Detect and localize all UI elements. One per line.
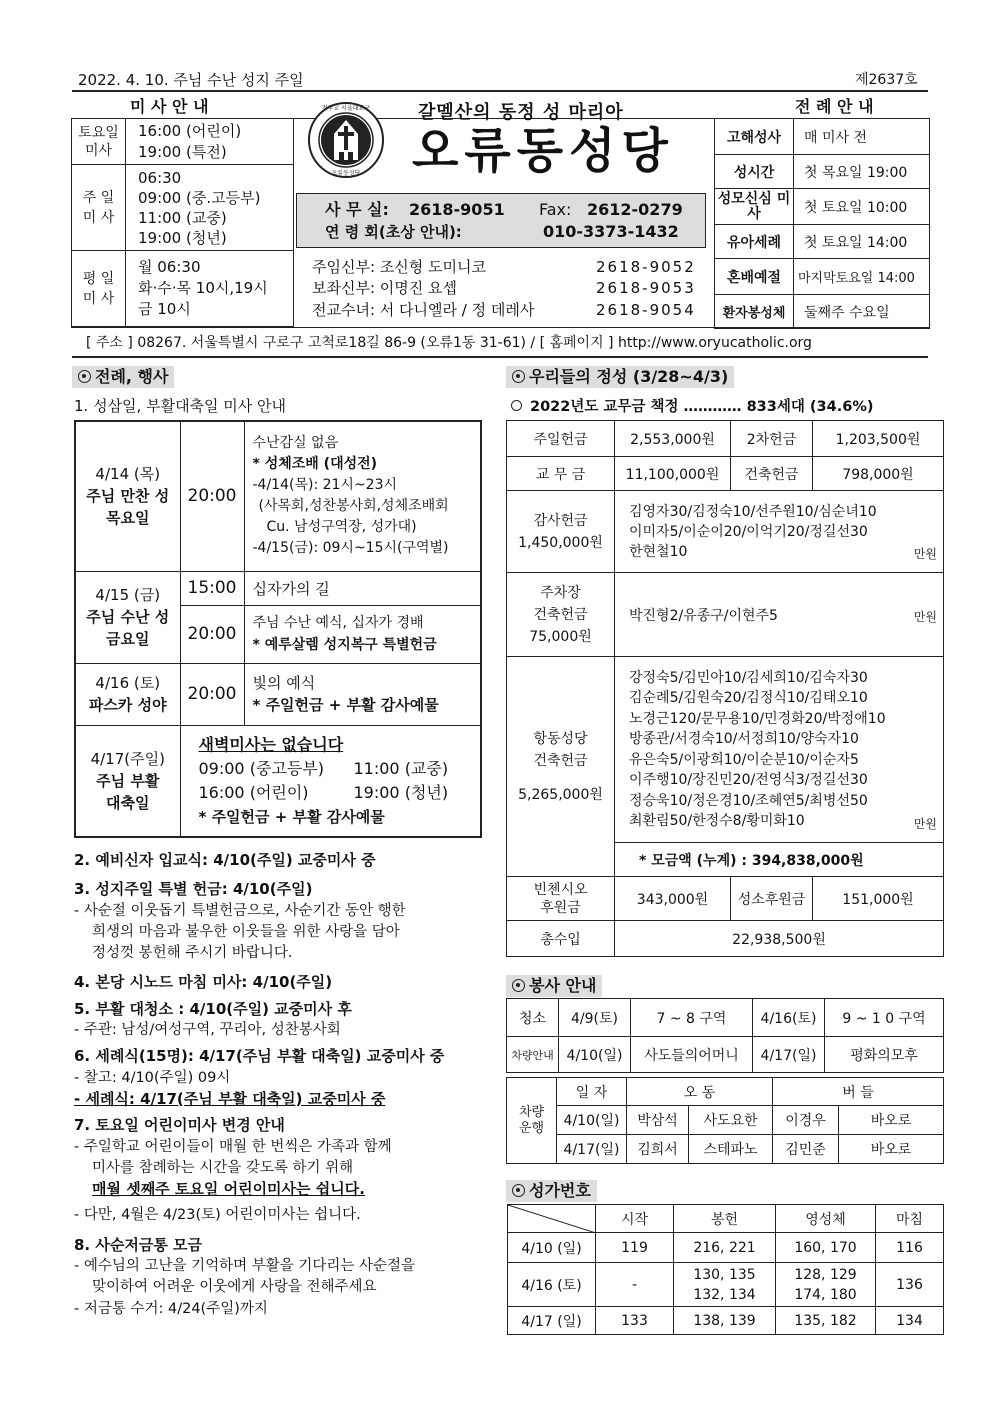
holy-week-table (74, 420, 482, 838)
office-contact-box (296, 193, 706, 248)
easter-sunday-cell: 4/17(주일) 주님 부활 대축일 (75, 725, 180, 837)
notice-detail: - 사순절 이웃돕기 특별헌금으로, 사순기간 동안 행한 (74, 902, 406, 919)
cleaning-date: 4/16(토) (753, 999, 825, 1037)
council-label: 연 령 회(초상 안내): (325, 223, 462, 241)
mass-times: 06:30 09:00 (중.고등부) 11:00 (교중) 19:00 (청년) (126, 165, 294, 251)
liturgy-name: 성시간 (715, 155, 794, 189)
total-amount: 22,938,500원 (615, 921, 944, 957)
parish-name: 오류동성당 (412, 123, 674, 179)
notice-list (74, 850, 444, 1320)
hymn-communion: 135, 182 (776, 1307, 876, 1335)
hymn-offertory: 130, 135 132, 134 (674, 1263, 776, 1307)
council-phone: 010-3373-1432 (543, 222, 679, 241)
liturgy-title: 전 례 안 내 (795, 97, 874, 116)
vehicle-driver-name: 스테파노 (689, 1135, 773, 1164)
hymn-table (507, 1204, 944, 1335)
easter-vigil-cell: 4/16 (토) 파스카 성야 (75, 663, 180, 725)
liturgy-value: 첫 토요일 14:00 (794, 225, 930, 259)
notice-item: 3. 성지주일 특별 헌금: 4/10(주일) (74, 880, 313, 899)
notice-item: 8. 사순저금통 모금 (74, 1235, 203, 1254)
notice-detail: - 저금통 수거: 4/24(주일)까지 (74, 1300, 268, 1317)
hymn-date: 4/17 (일) (508, 1307, 596, 1335)
hymn-header: 시작 (596, 1205, 674, 1233)
item1-title: 1. 성삼일, 부활대축일 미사 안내 (74, 397, 287, 415)
hangdong-fund-names: 강정숙5/김민아10/김세희10/김숙자30 김순례5/김원숙20/김정식10/김태오10 노경근120/문무용10/민경화20/박정애10 방종관/서경숙10/서정희10/양숙자10 유은숙5/이광희10/이순분10/이순자5 이주행10/장진민20/전영식3/정길선30 정승욱10/정은경10/조혜연5/최병선50 최환림50/한정수8/황미화10 만원 (615, 657, 944, 843)
offering-label: 교 무 금 (507, 457, 615, 491)
bulletin-date: 2022. 4. 10. 주님 수난 성지 주일 (78, 71, 304, 89)
vehicle-driver: 박삼석 (627, 1106, 689, 1135)
bullet-icon (512, 979, 525, 992)
hymn-end: 136 (876, 1263, 944, 1307)
mass-table (71, 118, 294, 327)
office-phone: 2618-9051 (409, 200, 505, 219)
vehicle-table (506, 1077, 944, 1164)
holy-thursday-events: 수난감실 없음 * 성체조배 (대성전) -4/14(목): 21시~23시 (사목회,성찬봉사회,성체조배회 Cu. 남성구역장, 성가대) -4/15(금): 09시~15시(구역별) (244, 421, 481, 571)
vehicle-driver-name: 사도요한 (689, 1106, 773, 1135)
vehicle-driver-name: 바오로 (839, 1135, 944, 1164)
section-liturgy-events: 전례, 행사 (72, 366, 174, 388)
easter-vigil-events: 빛의 예식 * 주일헌금 + 부활 감사예물 (244, 663, 481, 725)
parish-seal-logo (306, 100, 386, 180)
vehicle-driver: 이경우 (773, 1106, 839, 1135)
hymn-end: 134 (876, 1307, 944, 1335)
parking-fund-label: 주차장 건축헌금 75,000원 (507, 573, 615, 657)
svg-text:오류동성당: 오류동성당 (331, 170, 361, 177)
liturgy-value: 마지막토요일 14:00 (794, 259, 930, 295)
thanks-offering-names: 김영자30/김정숙10/선주원10/심순녀10 이미자5/이순이20/이억기20/정길선30 한현철10 만원 (615, 491, 944, 573)
issue-number: 제2637호 (855, 72, 918, 88)
notice-detail: 희생의 마음과 불우한 이웃들을 위한 사랑을 담아 (92, 923, 400, 940)
vehicle-driver: 김희서 (627, 1135, 689, 1164)
liturgy-name: 혼배예절 (715, 259, 794, 295)
hymn-communion: 160, 170 (776, 1233, 876, 1263)
liturgy-value: 매 미사 전 (794, 119, 930, 155)
guide-group: 사도들의어머니 (631, 1037, 753, 1073)
bullet-icon (512, 1184, 525, 1197)
hymn-date: 4/10 (일) (508, 1233, 596, 1263)
notice-detail: - 주일학교 어린이들이 매월 한 번씩은 가족과 함께 (74, 1138, 392, 1155)
cleaning-date: 4/9(토) (559, 999, 631, 1037)
vincent-amount: 343,000원 (615, 877, 731, 921)
hymn-offertory: 216, 221 (674, 1233, 776, 1263)
address-rule (72, 356, 928, 358)
vehicle-driver-name: 바오로 (839, 1106, 944, 1135)
community-name: 갈멜산의 동정 성 마리아 (418, 102, 624, 123)
sponsor-label: 성소후원금 (731, 877, 813, 921)
vehicle-date: 4/10(일) (557, 1106, 627, 1135)
cleaning-table (506, 998, 944, 1073)
notice-detail: 매월 셋째주 토요일 어린이미사는 쉽니다. (92, 1180, 365, 1199)
notice-detail: 미사를 참례하는 시간을 갖도록 하기 위해 (92, 1159, 354, 1176)
mass-day: 평 일 미 사 (72, 251, 126, 327)
notice-item: 5. 부활 대청소 : 4/10(주일) 교중미사 후 (74, 999, 352, 1018)
liturgy-name: 유아세례 (715, 225, 794, 259)
notice-item: 2. 예비신자 입교식: 4/10(주일) 교중미사 중 (74, 851, 376, 869)
thanks-offering-label: 감사헌금 1,450,000원 (507, 491, 615, 573)
header-rule (72, 90, 928, 92)
mass-times: 월 06:30 화·수·목 10시,19시 금 10시 (126, 251, 294, 327)
liturgy-name: 환자봉성체 (715, 295, 794, 329)
circle-bullet-icon (511, 400, 522, 411)
sponsor-amount: 151,000원 (813, 877, 944, 921)
bullet-icon (78, 370, 91, 383)
clergy-assistant: 보좌신부: 이명진 요셉 (312, 279, 458, 297)
hymn-header: 마침 (876, 1205, 944, 1233)
diagonal-line (508, 1205, 596, 1233)
section-service: 봉사 안내 (506, 975, 602, 997)
hymn-start: 119 (596, 1233, 674, 1263)
vehicle-header: 버 들 (773, 1078, 944, 1106)
vehicle-driver: 김민준 (773, 1135, 839, 1164)
hymn-offertory: 138, 139 (674, 1307, 776, 1335)
easter-sunday-masses: 새벽미사는 없습니다 09:00 (중고등부) 11:00 (교중) 16:00 (어린이) 19:00 (청년) * 주일헌금 + 부활 감사예물 (180, 725, 481, 837)
liturgy-table (714, 118, 930, 329)
address-line: [ 주소 ] 08267. 서울특별시 구로구 고척로18길 86-9 (오류1동 31-61) / [ 홈페이지 ] http://www.oryucatholic.org (86, 335, 812, 351)
cleaning-label: 청소 (507, 999, 559, 1037)
clergy-sisters: 전교수녀: 서 다니엘라 / 정 데레사 (312, 301, 535, 319)
offering-label: 2차헌금 (731, 421, 813, 457)
mass-day: 토요일 미사 (72, 119, 126, 165)
hymn-start: 133 (596, 1307, 674, 1335)
liturgy-value: 첫 목요일 19:00 (794, 155, 930, 189)
mass-times: 16:00 (어린이) 19:00 (특전) (126, 119, 294, 165)
guide-date: 4/17(일) (753, 1037, 825, 1073)
notice-item: 4. 본당 시노드 마침 미사: 4/10(주일) (74, 973, 333, 992)
liturgy-name: 성모신심 미사 (715, 189, 794, 225)
vehicle-header: 일 자 (557, 1078, 627, 1106)
notice-detail: - 세례식: 4/17(주님 부활 대축일) 교중미사 중 (74, 1089, 386, 1108)
offering-label: 건축헌금 (731, 457, 813, 491)
holy-thursday-time: 20:00 (180, 421, 244, 571)
good-friday-time1: 15:00 (180, 571, 244, 605)
notice-detail: - 찰고: 4/10(주일) 09시 (74, 1069, 231, 1086)
fax-number: 2612-0279 (587, 200, 683, 219)
fax-label: Fax: (539, 200, 572, 219)
good-friday-event2: 주님 수난 예식, 십자가 경배 * 예루살렘 성지복구 특별헌금 (244, 605, 481, 663)
clergy-assistant-phone: 2618-9053 (596, 279, 696, 297)
notice-detail: - 예수님의 고난을 기억하며 부활을 기다리는 사순절을 (74, 1258, 416, 1275)
hymn-header: 봉헌 (674, 1205, 776, 1233)
holy-thursday-cell: 4/14 (목) 주님 만찬 성 목요일 (75, 421, 180, 571)
mass-title: 미 사 안 내 (130, 97, 209, 116)
total-label: 총수입 (507, 921, 615, 957)
vincent-label: 빈첸시오 후원금 (507, 877, 615, 921)
offering-amount: 798,000원 (813, 457, 944, 491)
parking-guide-label: 차량안내 (507, 1037, 559, 1073)
notice-detail: 정성껏 봉헌해 주시기 바랍니다. (92, 945, 293, 962)
clergy-sisters-phone: 2618-9054 (596, 301, 696, 319)
notice-detail: - 다만, 4월은 4/23(토) 어린이미사는 쉽니다. (74, 1207, 361, 1224)
vehicle-label: 차량 운행 (507, 1078, 557, 1164)
liturgy-value: 첫 토요일 10:00 (794, 189, 930, 225)
parking-fund-names: 박진형2/유종구/이현주5 만원 (615, 573, 944, 657)
hymn-date: 4/16 (토) (508, 1263, 596, 1307)
good-friday-time2: 20:00 (180, 605, 244, 663)
good-friday-cell: 4/15 (금) 주님 수난 성 금요일 (75, 571, 180, 663)
hymn-start: - (596, 1263, 674, 1307)
section-offerings: 우리들의 정성 (3/28~4/3) (506, 366, 734, 388)
liturgy-name: 고해성사 (715, 119, 794, 155)
hangdong-total: * 모금액 (누계) : 394,838,000원 (615, 843, 944, 877)
hymn-communion: 128, 129 174, 180 (776, 1263, 876, 1307)
offering-amount: 1,203,500원 (813, 421, 944, 457)
cleaning-area: 7 ~ 8 구역 (631, 999, 753, 1037)
offering-amount: 2,553,000원 (615, 421, 731, 457)
liturgy-value: 둘째주 수요일 (794, 295, 930, 329)
clergy-pastor: 주임신부: 조신형 도미니코 (312, 258, 486, 276)
hangdong-fund-label: 항동성당 건축헌금 5,265,000원 (507, 657, 615, 877)
clergy-pastor-phone: 2618-9052 (596, 258, 696, 276)
vehicle-date: 4/17(일) (557, 1135, 627, 1164)
hymn-end: 116 (876, 1233, 944, 1263)
cleaning-area: 9 ~ 1 0 구역 (825, 999, 944, 1037)
notice-detail: - 주관: 남성/여성구역, 꾸리아, 성찬봉사회 (74, 1022, 341, 1039)
notice-item: 7. 토요일 어린이미사 변경 안내 (74, 1116, 285, 1135)
guide-date: 4/10(일) (559, 1037, 631, 1073)
hymn-corner-cell (508, 1205, 596, 1233)
easter-vigil-time: 20:00 (180, 663, 244, 725)
notice-detail: 맞이하여 어려운 이웃에게 사랑을 전해주세요 (92, 1279, 377, 1296)
section-hymns: 성가번호 (506, 1180, 597, 1202)
office-label: 사 무 실: (325, 200, 389, 219)
budget-line: 2022년도 교무금 책정 ………… 833세대 (34.6%) (511, 397, 873, 417)
bullet-icon (512, 370, 525, 383)
offering-table (506, 420, 944, 957)
guide-group: 평화의모후 (825, 1037, 944, 1073)
mass-day: 주 일 미 사 (72, 165, 126, 251)
vehicle-header: 오 동 (627, 1078, 773, 1106)
hymn-header: 영성체 (776, 1205, 876, 1233)
offering-label: 주일헌금 (507, 421, 615, 457)
offering-amount: 11,100,000원 (615, 457, 731, 491)
svg-text:천주교 서울대교구: 천주교 서울대교구 (321, 105, 371, 112)
notice-item: 6. 세례식(15명): 4/17(주님 부활 대축일) 교중미사 중 (74, 1047, 445, 1066)
good-friday-event1: 십자가의 길 (244, 571, 481, 605)
